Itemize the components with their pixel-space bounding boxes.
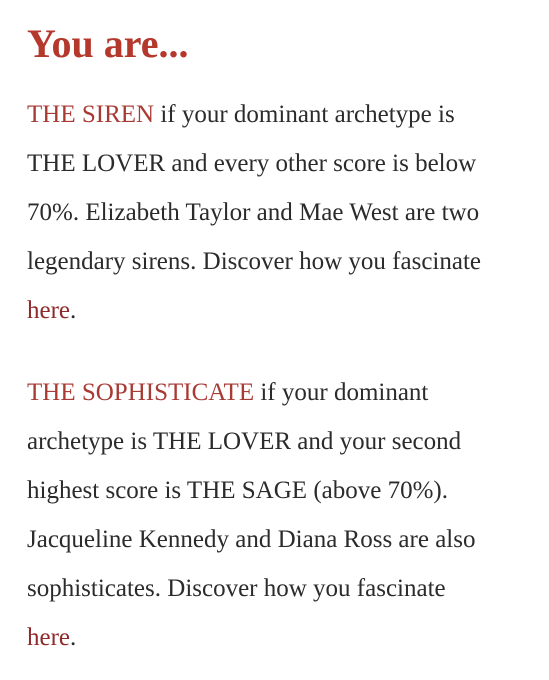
siren-archetype-name: THE SIREN (27, 101, 155, 128)
siren-text-line-3: 70%. Elizabeth Taylor and Mae West are two (27, 199, 480, 226)
sophisticate-paragraph (27, 368, 527, 662)
siren-paragraph (27, 90, 527, 335)
sophisticate-text-line-4: Jacqueline Kennedy and Diana Ross are also (27, 526, 476, 553)
page-heading: You are... (27, 21, 189, 66)
sophisticate-archetype-name: THE SOPHISTICATE (27, 379, 255, 406)
sophisticate-text-line-3: highest score is THE SAGE (above 70%). (27, 477, 448, 504)
sophisticate-text-line-5: sophisticates. Discover how you fascinate (27, 575, 446, 602)
sophisticate-here-link[interactable]: here (27, 624, 71, 651)
siren-period: . (70, 297, 77, 324)
sophisticate-period: . (70, 624, 77, 651)
article-body (27, 18, 527, 662)
siren-text-line-2: THE LOVER and every other score is below (27, 150, 477, 177)
siren-text-line-1: if your dominant archetype is (154, 101, 455, 128)
sophisticate-text-line-1: if your dominant (254, 379, 429, 406)
siren-here-link[interactable]: here (27, 297, 71, 324)
siren-text-line-4: legendary sirens. Discover how you fascinate (27, 248, 482, 275)
sophisticate-text-line-2: archetype is THE LOVER and your second (27, 428, 462, 455)
